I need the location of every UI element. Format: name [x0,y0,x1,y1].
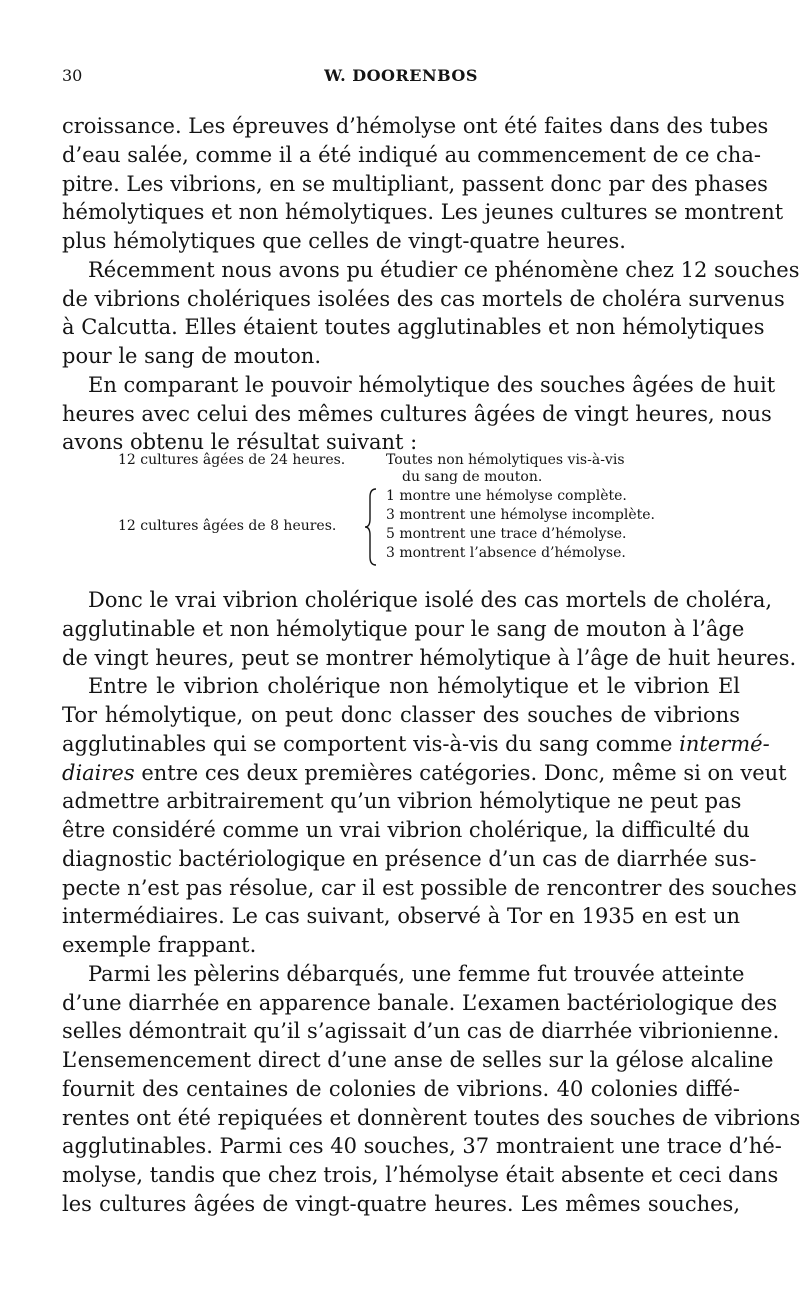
text-line: fournit des centaines de colonies de vibrions. 40 colonies diffé- [62,1076,740,1101]
row2-result: 1 montre une hémolyse complète. [386,488,627,504]
text-segment: agglutinables qui se comportent vis-à-vis du sang comme [62,731,673,756]
text-line: exemple frappant. [62,933,257,957]
text-line: de vibrions cholériques isolées des cas mortels de choléra survenus [62,286,785,311]
text-line: d’eau salée, comme il a été indiqué au commencement de ce cha- [62,142,761,167]
italic-text: intermé- [679,731,770,756]
text-line: de vingt heures, peut se montrer hémolytique à l’âge de huit heures. [62,645,797,670]
running-head: W. DOORENBOS [324,66,478,85]
text-line: diagnostic bactériologique en présence d’un cas de diarrhée sus- [62,846,757,871]
text-line: agglutinables. Parmi ces 40 souches, 37 montraient une trace d’hé- [62,1134,782,1159]
page-number: 30 [62,66,83,85]
brace-icon [364,487,378,567]
row2-result: 3 montrent une hémolyse incomplète. [386,507,655,523]
body-text-top [62,112,800,457]
text-line: hémolytiques et non hémolytiques. Les jeunes cultures se montrent [62,200,784,225]
italic-text: diaires [62,760,135,785]
paragraph-4 [62,586,797,672]
text-line: pour le sang de mouton. [62,344,321,368]
row2-result: 5 montrent une trace d’hémolyse. [386,526,627,542]
text-line: les cultures âgées de vingt-quatre heures. Les mêmes souches, [62,1191,740,1216]
text-line [62,759,787,788]
text-line: d’une diarrhée en apparence banale. L’examen bactériologique des [62,990,778,1015]
results-table [118,451,718,571]
text-line: être considéré comme un vrai vibrion cholérique, la difficulté du [62,818,750,842]
paragraph-1 [62,112,784,256]
text-line: croissance. Les épreuves d’hémolyse ont été faites dans des tubes [62,114,769,138]
text-line: selles démontrait qu’il s’agissait d’un cas de diarrhée vibrionienne. [62,1019,780,1044]
text-line: agglutinable et non hémolytique pour le sang de mouton à l’âge [62,616,745,641]
row1-result-line1: Toutes non hémolytiques vis-à-vis [386,452,625,468]
text-line: molyse, tandis que chez trois, l’hémolyse était absente et ceci dans [62,1163,779,1187]
page-header [62,66,740,92]
paragraph-5 [62,672,797,960]
text-line: Parmi les pèlerins débarqués, une femme fut trouvée atteinte [88,961,745,986]
row2-label: 12 cultures âgées de 8 heures. [118,518,337,534]
text-line: plus hémolytiques que celles de vingt-quatre heures. [62,229,626,253]
row1-result-line2: du sang de mouton. [402,469,543,485]
text-line: Entre le vibrion cholérique non hémolytique et le vibrion El [88,674,740,699]
text-line: Donc le vrai vibrion cholérique isolé des cas mortels de choléra, [88,588,773,612]
text-line: admettre arbitrairement qu’un vibrion hémolytique ne peut pas [62,789,742,814]
text-line [62,730,770,759]
text-line: Tor hémolytique, on peut donc classer des souches de vibrions [62,703,740,727]
text-line: intermédiaires. Le cas suivant, observé à Tor en 1935 en est un [62,904,740,929]
paragraph-3 [62,371,776,457]
text-segment: entre ces deux premières catégories. Donc, même si on veut [141,760,787,785]
text-line: heures avec celui des mêmes cultures âgées de vingt heures, nous [62,401,772,426]
text-line: rentes ont été repiquées et donnèrent toutes des souches de vibrions [62,1105,800,1130]
text-line: pecte n’est pas résolue, car il est possible de rencontrer des souches [62,875,797,900]
row2-result: 3 montrent l’absence d’hémolyse. [386,545,626,561]
text-line: à Calcutta. Elles étaient toutes agglutinables et non hémolytiques [62,315,765,340]
text-line: Récemment nous avons pu étudier ce phénomène chez 12 souches [88,257,800,282]
text-line: avons obtenu le résultat suivant : [62,430,418,455]
text-line: L’ensemencement direct d’une anse de selles sur la gélose alcaline [62,1048,774,1072]
body-text-bottom [62,586,800,1219]
row1-label: 12 cultures âgées de 24 heures. [118,452,346,468]
paragraph-2 [62,256,800,371]
paragraph-6 [62,960,800,1219]
text-line: pitre. Les vibrions, en se multipliant, passent donc par des phases [62,171,768,196]
text-line: En comparant le pouvoir hémolytique des souches âgées de huit [88,372,776,397]
